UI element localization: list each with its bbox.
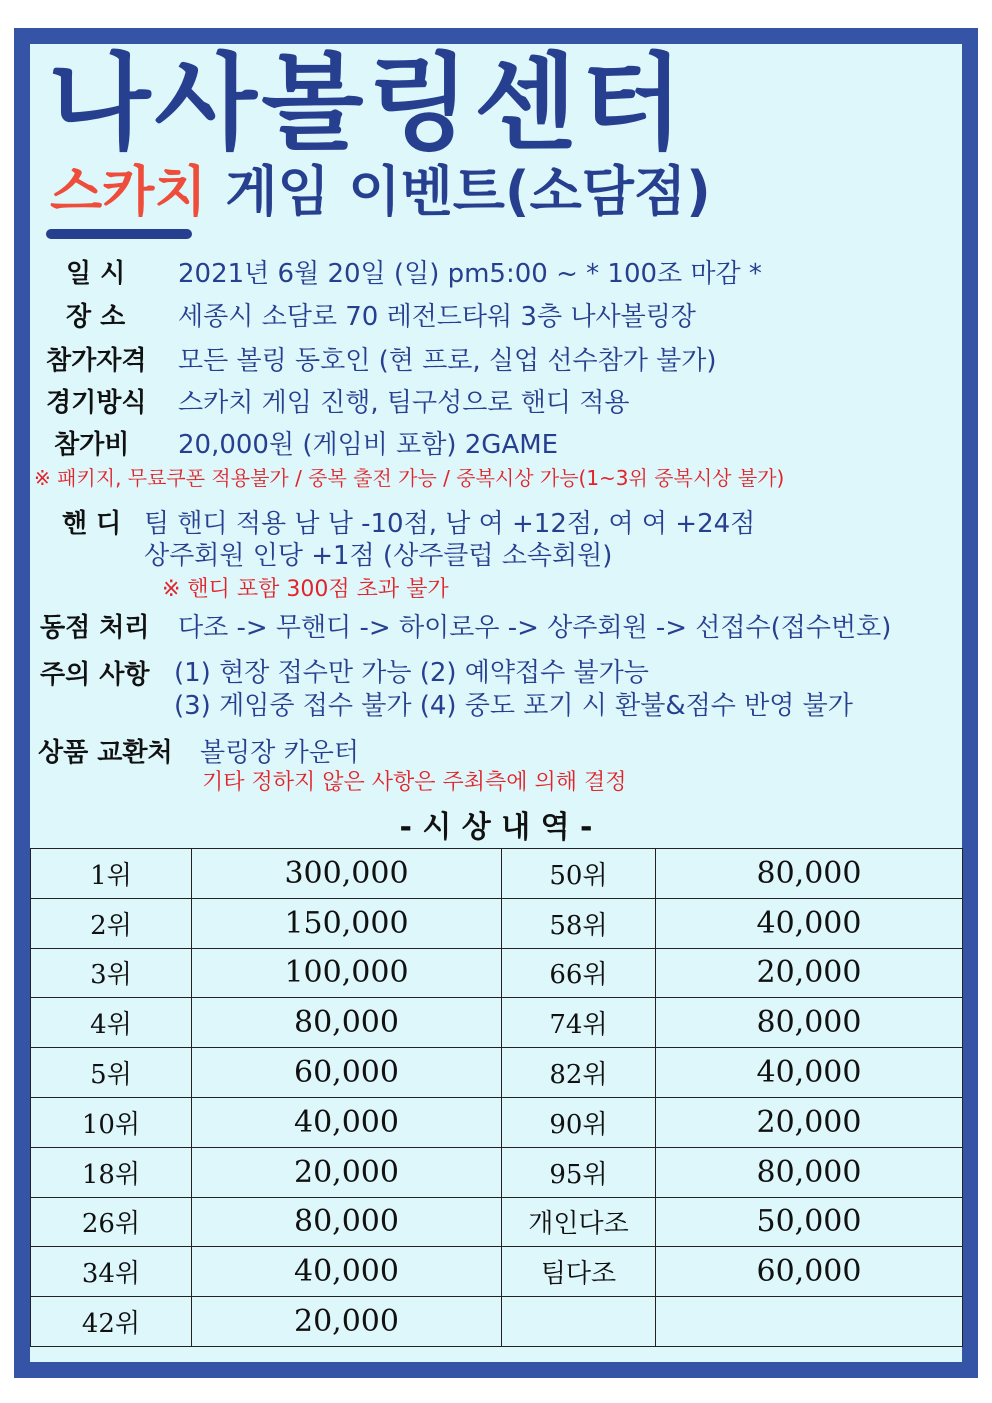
rank-cell: 2위 (31, 898, 192, 948)
page-title: 나사볼링센터 (48, 42, 688, 164)
eligibility-value: 모든 볼링 동호인 (현 프로, 실업 선수참가 불가) (178, 346, 717, 376)
rank-cell: 팀다조 (502, 1247, 656, 1297)
handicap-line1: 팀 핸디 적용 남 남 -10점, 남 여 +12점, 여 여 +24점 (144, 509, 756, 539)
table-row (31, 1048, 963, 1098)
caution-line1: (1) 현장 접수만 가능 (2) 예약접수 불가능 (174, 658, 649, 688)
table-row (31, 1147, 963, 1197)
amount-cell: 80,000 (656, 1147, 963, 1197)
amount-cell: 100,000 (192, 948, 502, 998)
exchange-label: 상품 교환처 (38, 738, 173, 768)
amount-cell: 20,000 (656, 1097, 963, 1147)
place-label: 장 소 (66, 302, 126, 332)
exchange-notice: 기타 정하지 않은 사항은 주최측에 의해 결정 (202, 770, 627, 795)
amount-cell: 80,000 (192, 1197, 502, 1247)
date-label: 일 시 (66, 259, 126, 289)
bottom-strip (30, 1348, 962, 1362)
rank-cell: 34위 (31, 1247, 192, 1297)
table-row (31, 849, 963, 899)
rank-cell: 74위 (502, 998, 656, 1048)
rank-cell (502, 1297, 656, 1347)
caution-line2: (3) 게임중 접수 불가 (4) 중도 포기 시 환불&점수 반영 불가 (174, 691, 853, 721)
handicap-label: 핸 디 (62, 509, 122, 539)
fee-value: 20,000원 (게임비 포함) 2GAME (178, 430, 559, 460)
rank-cell: 4위 (31, 998, 192, 1048)
amount-cell: 40,000 (656, 1048, 963, 1098)
subtitle-highlight: 스카치 (50, 160, 207, 223)
rank-cell: 1위 (31, 849, 192, 899)
amount-cell: 80,000 (192, 998, 502, 1048)
amount-cell: 20,000 (656, 948, 963, 998)
amount-cell: 300,000 (192, 849, 502, 899)
fee-notice: ※ 패키지, 무료쿠폰 적용불가 / 중복 출전 가능 / 중복시상 가능(1~3위 중복시상 불가) (34, 466, 785, 490)
amount-cell (656, 1297, 963, 1347)
fee-label: 참가비 (54, 430, 130, 460)
eligibility-label: 참가자격 (46, 346, 147, 376)
table-row (31, 1097, 963, 1147)
amount-cell: 50,000 (656, 1197, 963, 1247)
rank-cell: 42위 (31, 1297, 192, 1347)
rank-cell: 66위 (502, 948, 656, 998)
date-value: 2021년 6월 20일 (일) pm5:00 ~ * 100조 마감 * (178, 259, 762, 289)
exchange-value: 볼링장 카운터 (200, 738, 359, 768)
amount-cell: 20,000 (192, 1147, 502, 1197)
method-label: 경기방식 (46, 388, 147, 418)
event-subtitle (50, 160, 711, 224)
rank-cell: 5위 (31, 1048, 192, 1098)
prize-heading: - 시 상 내 역 - (399, 810, 593, 845)
handicap-line2: 상주회원 인당 +1점 (상주클럽 소속회원) (144, 541, 613, 571)
rank-cell: 개인다조 (502, 1197, 656, 1247)
rank-cell: 58위 (502, 898, 656, 948)
handicap-notice: ※ 핸디 포함 300점 초과 불가 (162, 577, 449, 602)
amount-cell: 40,000 (192, 1097, 502, 1147)
caution-label: 주의 사항 (40, 660, 150, 690)
method-value: 스카치 게임 진행, 팀구성으로 핸디 적용 (178, 388, 630, 418)
rank-cell: 50위 (502, 849, 656, 899)
place-value: 세종시 소담로 70 레전드타워 3층 나사볼링장 (178, 302, 696, 332)
rank-cell: 18위 (31, 1147, 192, 1197)
rank-cell: 10위 (31, 1097, 192, 1147)
subtitle-underline (46, 229, 192, 239)
amount-cell: 20,000 (192, 1297, 502, 1347)
amount-cell: 60,000 (656, 1247, 963, 1297)
amount-cell: 40,000 (192, 1247, 502, 1297)
rank-cell: 95위 (502, 1147, 656, 1197)
rank-cell: 90위 (502, 1097, 656, 1147)
prize-table (30, 848, 963, 1347)
tie-label: 동점 처리 (40, 613, 150, 643)
table-row (31, 1197, 963, 1247)
rank-cell: 82위 (502, 1048, 656, 1098)
amount-cell: 40,000 (656, 898, 963, 948)
table-row (31, 998, 963, 1048)
table-row (31, 1297, 963, 1347)
rank-cell: 3위 (31, 948, 192, 998)
table-row (31, 1247, 963, 1297)
amount-cell: 150,000 (192, 898, 502, 948)
subtitle-rest: 게임 이벤트(소담점) (206, 160, 711, 223)
prize-table-body (31, 849, 963, 1347)
amount-cell: 60,000 (192, 1048, 502, 1098)
rank-cell: 26위 (31, 1197, 192, 1247)
amount-cell: 80,000 (656, 998, 963, 1048)
table-row (31, 898, 963, 948)
amount-cell: 80,000 (656, 849, 963, 899)
table-row (31, 948, 963, 998)
tie-value: 다조 -> 무핸디 -> 하이로우 -> 상주회원 -> 선접수(접수번호) (178, 613, 892, 643)
